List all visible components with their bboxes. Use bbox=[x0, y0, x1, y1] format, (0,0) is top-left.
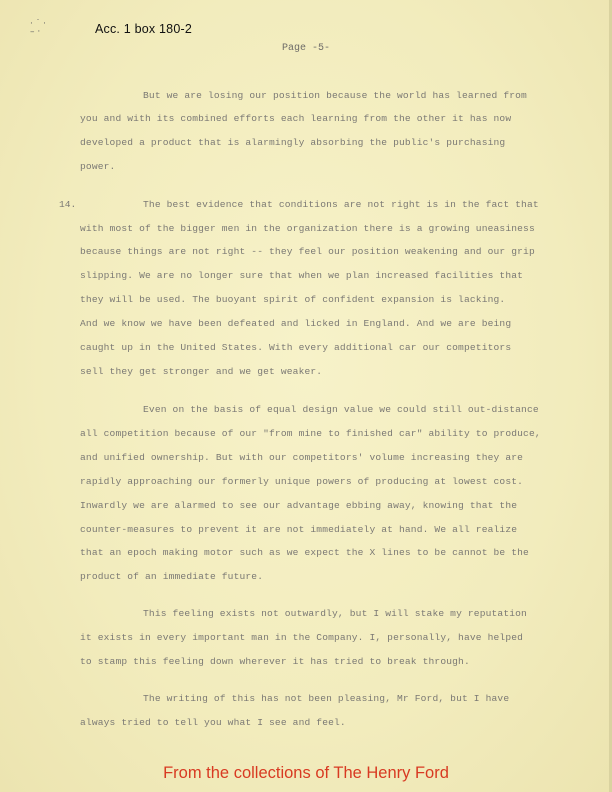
text-line: with most of the bigger men in the organization there is a growing uneasiness bbox=[80, 223, 535, 234]
text-line: Even on the basis of equal design value we could still out-distance bbox=[143, 404, 539, 415]
text-line: rapidly approaching our formerly unique powers of producing at lowest cost. bbox=[80, 476, 524, 487]
text-line: counter-measures to prevent it are not immediately at hand. We all realize bbox=[80, 524, 518, 535]
text-line: slipping. We are no longer sure that when we plan increased facilities that bbox=[80, 270, 524, 281]
text-line: that an epoch making motor such as we expect the X lines to be cannot be the bbox=[80, 547, 529, 558]
text-line: they will be used. The buoyant spirit of confident expansion is lacking. bbox=[80, 294, 506, 305]
text-line: developed a product that is alarmingly absorbing the public's purchasing bbox=[80, 137, 506, 148]
text-line: sell they get stronger and we get weaker. bbox=[80, 366, 323, 377]
text-line: because things are not right -- they feel our position weakening and our grip bbox=[80, 246, 535, 257]
text-line: caught up in the United States. With every additional car our competitors bbox=[80, 342, 512, 353]
text-line: The writing of this has not been pleasing, Mr Ford, but I have bbox=[143, 693, 510, 704]
text-line: But we are losing our position because the world has learned from bbox=[143, 90, 527, 101]
text-line: all competition because of our "from mine to finished car" ability to produce, bbox=[80, 428, 541, 439]
page-number: Page -5- bbox=[281, 43, 330, 54]
text-line: you and with its combined efforts each learning from the other it has now bbox=[80, 113, 512, 124]
text-line: The best evidence that conditions are not right is in the fact that bbox=[143, 199, 539, 210]
text-line: Inwardly we are alarmed to see our advantage ebbing away, knowing that the bbox=[80, 500, 518, 511]
archive-label: Acc. 1 box 180-2 bbox=[95, 22, 193, 36]
item-number: 14. bbox=[59, 199, 77, 210]
paper-specks: · ˙ · – · bbox=[30, 19, 46, 37]
text-line: product of an immediate future. bbox=[80, 571, 264, 582]
text-line: always tried to tell you what I see and feel. bbox=[80, 717, 346, 728]
text-line: to stamp this feeling down wherever it has tried to break through. bbox=[80, 656, 470, 667]
text-line: And we know we have been defeated and licked in England. And we are being bbox=[80, 318, 512, 329]
text-line: and unified ownership. But with our competitors' volume increasing they are bbox=[80, 452, 524, 463]
text-line: it exists in every important man in the Company. I, personally, have helped bbox=[80, 632, 524, 643]
collection-credit: From the collections of The Henry Ford bbox=[163, 764, 449, 782]
text-line: power. bbox=[80, 161, 116, 172]
text-line: This feeling exists not outwardly, but I will stake my reputation bbox=[143, 608, 527, 619]
